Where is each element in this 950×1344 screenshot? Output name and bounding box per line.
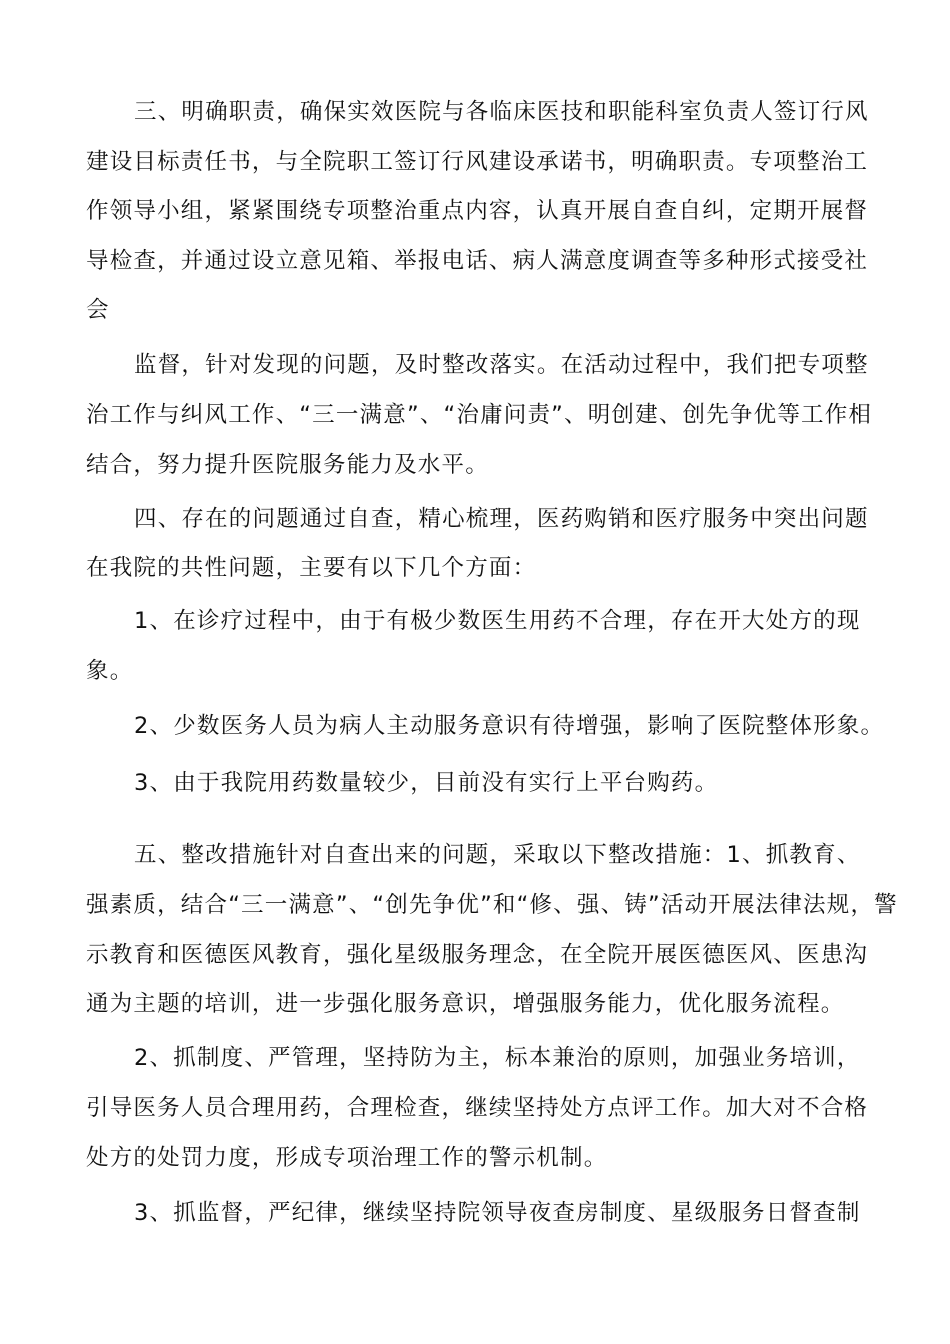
paragraph-5-line-4: 通为主题的培训，进一步强化服务意识，增强服务能力，优化服务流程。 — [86, 991, 845, 1017]
paragraph-5-line-2: 强素质，结合“三一满意”、“创先争优”和“修、强、铸”活动开展法律法规，警 — [86, 892, 898, 918]
paragraph-3-line-3: 作领导小组，紧紧围绕专项整治重点内容，认真开展自查自纠，定期开展督 — [86, 198, 869, 224]
problem-item-2: 2、少数医务人员为病人主动服务意识有待增强，影响了医院整体形象。 — [134, 713, 885, 739]
paragraph-3-line-2: 建设目标责任书，与全院职工签订行风建设承诺书，明确职责。专项整治工 — [86, 149, 869, 175]
measure-item-2-line-1: 2、抓制度、严管理，坚持防为主，标本兼治的原则，加强业务培训， — [134, 1045, 861, 1071]
paragraph-4-line-1: 四、存在的问题通过自查，精心梳理，医药购销和医疗服务中突出问题 — [134, 506, 869, 532]
problem-item-1-line-2: 象。 — [86, 658, 134, 684]
problem-item-1-line-1: 1、在诊疗过程中，由于有极少数医生用药不合理，存在开大处方的现 — [134, 608, 861, 634]
paragraph-3-line-5: 会 — [86, 297, 110, 323]
measure-item-3-line-1: 3、抓监督，严纪律，继续坚持院领导夜查房制度、星级服务日督查制 — [134, 1200, 861, 1226]
paragraph-4-line-2: 在我院的共性问题，主要有以下几个方面： — [86, 555, 537, 581]
paragraph-supervision-line-1: 监督，针对发现的问题，及时整改落实。在活动过程中，我们把专项整 — [134, 352, 869, 378]
problem-item-3: 3、由于我院用药数量较少，目前没有实行上平台购药。 — [134, 770, 719, 796]
paragraph-3-line-1: 三、明确职责，确保实效医院与各临床医技和职能科室负责人签订行风 — [134, 99, 869, 125]
paragraph-supervision-line-2: 治工作与纠风工作、“三一满意”、“治庸问责”、明创建、创先争优等工作相 — [86, 402, 873, 428]
paragraph-5-line-1: 五、整改措施针对自查出来的问题，采取以下整改措施：1、抓教育、 — [134, 842, 861, 868]
paragraph-supervision-line-3: 结合，努力提升医院服务能力及水平。 — [86, 452, 489, 478]
measure-item-2-line-3: 处方的处罚力度，形成专项治理工作的警示机制。 — [86, 1145, 608, 1171]
paragraph-5-line-3: 示教育和医德医风教育，强化星级服务理念，在全院开展医德医风、医患沟 — [86, 942, 869, 968]
paragraph-3-line-4: 导检查，并通过设立意见箱、举报电话、病人满意度调查等多种形式接受社 — [86, 248, 869, 274]
measure-item-2-line-2: 引导医务人员合理用药，合理检查，继续坚持处方点评工作。加大对不合格 — [86, 1095, 869, 1121]
